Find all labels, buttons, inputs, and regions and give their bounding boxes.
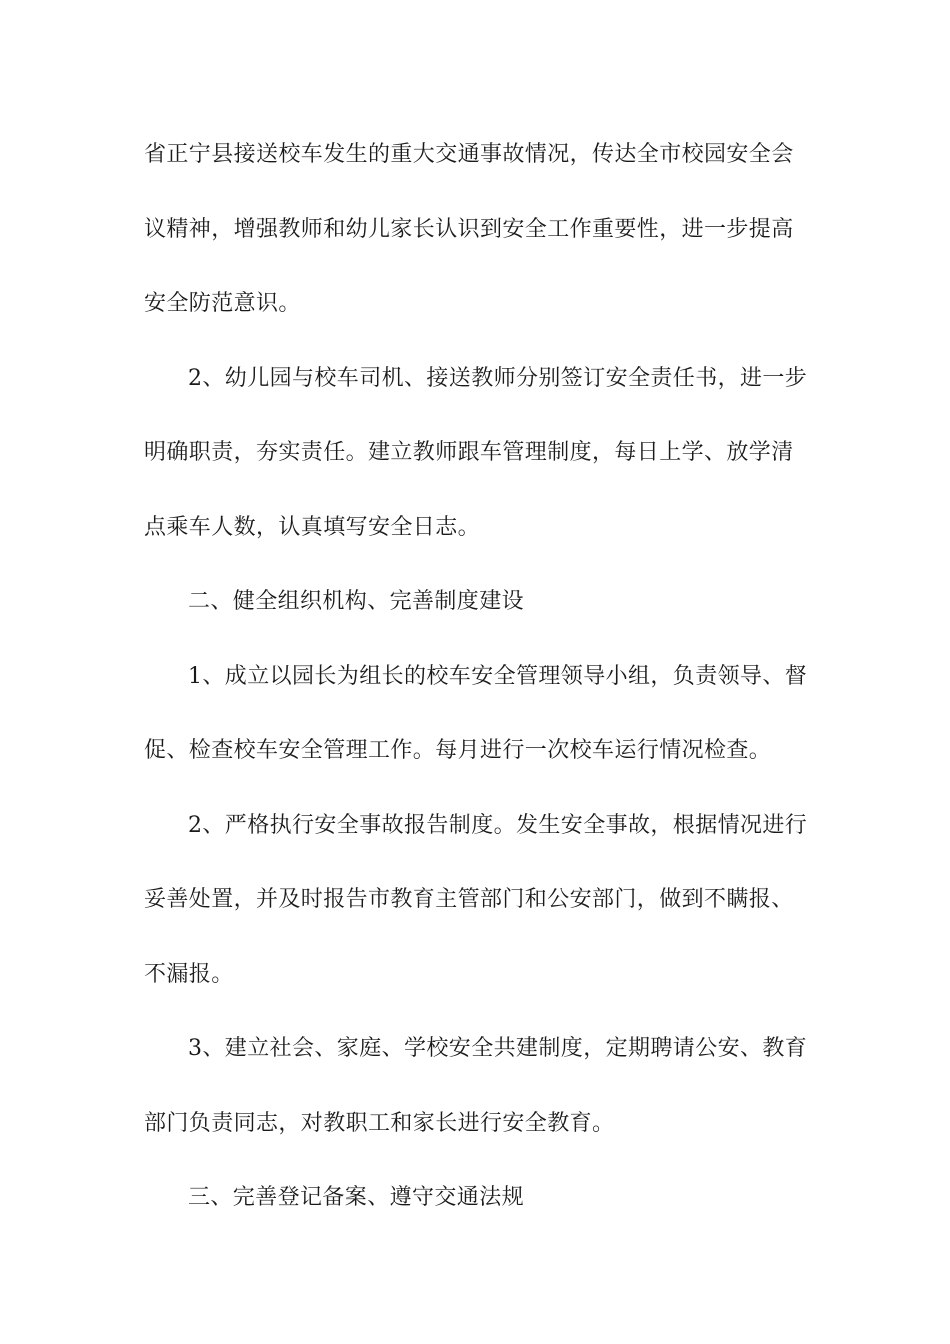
paragraph-line: 点乘车人数，认真填写安全日志。 [144,514,481,540]
section-heading: 二、健全组织机构、完善制度建设 [188,589,525,614]
paragraph-line: 议精神，增强教师和幼儿家长认识到安全工作重要性，进一步提高 [144,216,794,242]
paragraph-line: 明确职责，夯实责任。建立教师跟车管理制度，每日上学、放学清 [144,440,794,465]
paragraph-line: 部门负责同志，对教职工和家长进行安全教育。 [144,1110,615,1136]
paragraph-line: 2、幼儿园与校车司机、接送教师分别签订安全责任书，进一步 [188,365,808,391]
section-heading: 三、完善登记备案、遵守交通法规 [188,1185,525,1210]
paragraph-line: 1、成立以园长为组长的校车安全管理领导小组，负责领导、督 [188,663,808,689]
paragraph-line: 不漏报。 [144,961,234,987]
paragraph-line: 省正宁县接送校车发生的重大交通事故情况，传达全市校园安全会 [144,142,794,167]
paragraph-line: 2、严格执行安全事故报告制度。发生安全事故，根据情况进行 [188,812,808,838]
paragraph-line: 妥善处置，并及时报告市教育主管部门和公安部门，做到不瞒报、 [144,887,794,912]
paragraph-line: 安全防范意识。 [144,291,301,316]
paragraph-line: 3、建立社会、家庭、学校安全共建制度，定期聘请公安、教育 [188,1036,808,1061]
document-body [144,130,806,1248]
paragraph-line: 促、检查校车安全管理工作。每月进行一次校车运行情况检查。 [144,738,772,763]
